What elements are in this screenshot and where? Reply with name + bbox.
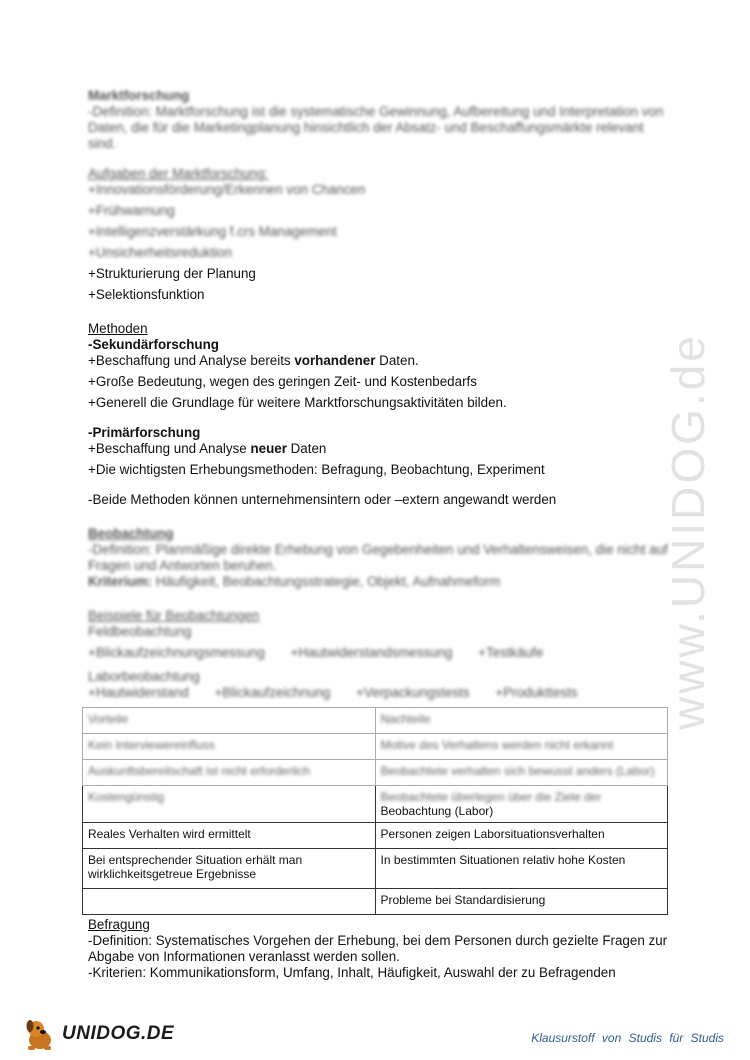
beispiele-heading: Beispiele für Beobachtungen [88,608,260,623]
beispiele-section [88,608,668,701]
methoden-heading: Methoden [88,321,148,336]
logo-text: UNIDOG.DE [62,1023,175,1044]
befragung-heading: Befragung [88,917,150,932]
table-cell: Personen zeigen Laborsituationsverhalten [375,823,668,849]
aufgaben-item: +Innovationsförderung/Erkennen von Chancen [88,182,366,197]
labor-item: +Blickaufzeichnung [214,685,331,700]
aufgaben-item: +Frühwarnung [88,203,175,218]
beobachtung-definition: -Definition: Planmäßige direkte Erhebung von Gegebenheiten und Verhaltensweisen, die nicht auf Fragen und Antworten beruhen. [88,542,668,573]
aufgaben-heading: Aufgaben der Marktforschung: [88,166,269,181]
kriterium-label: Kriterium: [88,574,152,589]
table-row [83,823,668,849]
labor-label: Laborbeobachtung [88,669,200,684]
table-row [83,734,668,760]
table-row [83,708,668,734]
aufgaben-item-selektion: +Selektionsfunktion [88,287,205,302]
table-cell: Beobachtete überlegen über die Ziele der Beobachtung (Labor) [375,786,668,823]
beobachtung-kriterium [88,574,668,590]
sekundaer-line1-pre: +Beschaffung und Analyse bereits [88,353,295,368]
primaer-line2: +Die wichtigsten Erhebungsmethoden: Befragung, Beobachtung, Experiment [88,462,545,477]
table-cell: Kostengünstig [83,786,376,823]
befragung-kriterien: -Kriterien: Kommunikationsform, Umfang, Inhalt, Häufigkeit, Auswahl der zu Befragenden [88,965,616,980]
vorteile-nachteile-table [82,707,668,915]
beobachtung-section [88,526,668,590]
primaer-line1 [88,441,668,457]
feld-item: +Testkäufe [478,645,544,660]
table-row [83,760,668,786]
page-content [88,88,668,981]
table-cell [83,889,376,915]
marktforschung-heading: Marktforschung [88,88,190,103]
table-cell: Bei entsprechender Situation erhält man wirklichkeitsgetreue Ergebnisse [83,849,376,889]
aufgaben-item: +Intelligenzverstärkung f.crs Management [88,224,337,239]
footer-claim: Klausurstoff von Studis für Studis [531,1031,724,1045]
table-cell: In bestimmten Situationen relativ hohe Kosten [375,849,668,889]
table-continuation: Beobachtung (Labor) [380,804,494,818]
sekundaer-line1 [88,353,668,369]
labor-item: +Verpackungstests [356,685,470,700]
primaer-line1-pre: +Beschaffung und Analyse [88,441,251,456]
table-row [83,889,668,915]
table-cell: Beobachtete verhalten sich bewusst anders (Labor) [375,760,668,786]
primaer-line1-bold: neuer [250,441,287,456]
sekundaer-line2: +Große Bedeutung, wegen des geringen Zeit- und Kostenbedarfs [88,374,477,389]
table-cell: Auskunftsbereitschaft ist nicht erforderlich [83,760,376,786]
beobachtung-heading: Beobachtung [88,526,174,541]
labor-items [88,685,668,701]
watermark: www.UNIDOG.de [662,333,714,730]
table-cell: Reales Verhalten wird ermittelt [83,823,376,849]
table-cell: Probleme bei Standardisierung [375,889,668,915]
feld-items [88,645,668,661]
methoden-note: -Beide Methoden können unternehmensintern oder –extern angewandt werden [88,492,557,507]
table-row [83,786,668,823]
methoden-section [88,321,668,508]
aufgaben-section [88,166,668,303]
table-cell: Motive des Verhaltens werden nicht erkannt [375,734,668,760]
table-cell: Vorteile [83,708,376,734]
befragung-section [88,917,668,981]
sekundaer-line3: +Generell die Grundlage für weitere Marktforschungsaktivitäten bilden. [88,395,507,410]
feld-label: Feldbeobachtung [88,624,192,639]
unidog-logo[interactable] [22,1014,174,1054]
primaer-line1-post: Daten [286,441,327,456]
dog-icon [22,1016,58,1052]
sekundaer-line1-post: Daten. [375,353,419,368]
feld-item: +Hautwiderstandsmessung [290,645,453,660]
sekundaer-title: -Sekundärforschung [88,337,219,352]
table-cell: Kein Interviewereinfluss [83,734,376,760]
marktforschung-section [88,88,668,152]
table-row [83,849,668,889]
primaer-title: -Primärforschung [88,425,201,440]
labor-item: +Produkttests [495,685,578,700]
aufgaben-item: +Unsicherheitsreduktion [88,245,233,260]
kriterium-text: Häufigkeit, Beobachtungsstrategie, Objekt, Aufnahmeform [152,574,501,589]
labor-item: +Hautwiderstand [88,685,189,700]
feld-item: +Blickaufzeichnungsmessung [88,645,265,660]
aufgaben-blurred [88,166,668,261]
befragung-definition: -Definition: Systematisches Vorgehen der Erhebung, bei dem Personen durch gezielte Fragen zur Abgabe von Informationen veranlasst werden sollen. [88,933,668,964]
table-cell: Nachteile [375,708,668,734]
sekundaer-line1-bold: vorhandener [294,353,376,368]
aufgaben-item-strukturierung: +Strukturierung der Planung [88,266,256,281]
marktforschung-definition: -Definition: Marktforschung ist die systematische Gewinnung, Aufbereitung und Interpretation von Daten, die für die Marketingplanung hinsichtlich der Absatz- und Beschaffungsmärkte relevant sind. [88,104,664,151]
